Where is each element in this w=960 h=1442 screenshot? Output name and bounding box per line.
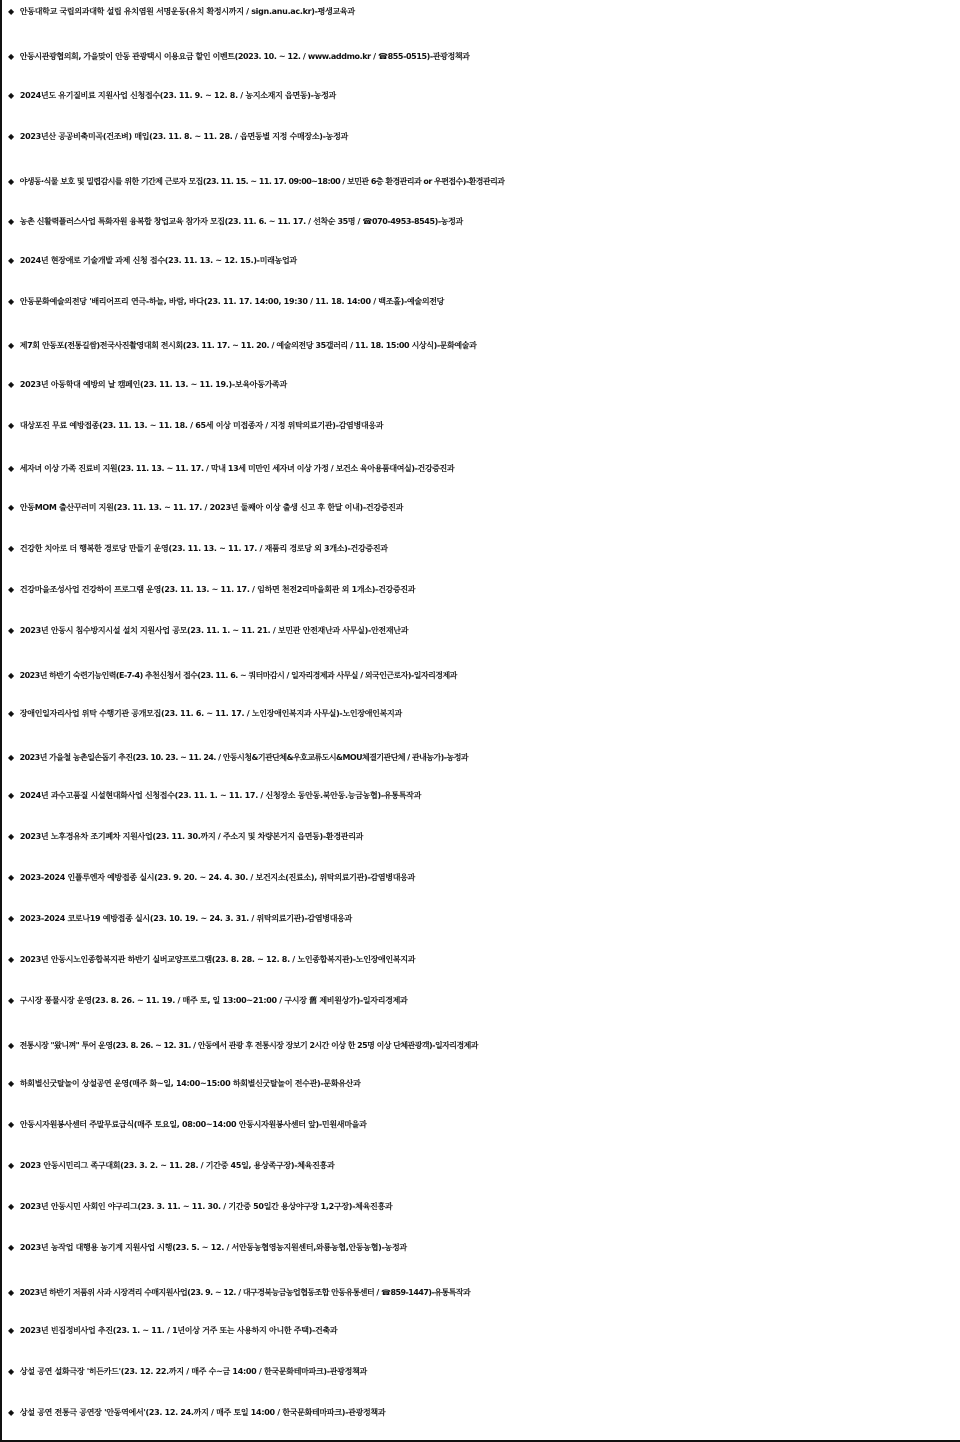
list-item: [8, 1120, 960, 1130]
list-item: [8, 671, 960, 681]
list-item: [8, 177, 960, 187]
list-item-text: 안동문화예술의전당 '배리어프리 연극-하늘, 바람, 바다(23. 11. 17. 14:00, 19:30 / 11. 18. 14:00 / 백조홀)-예술의전당: [19, 297, 445, 306]
list-item: [8, 91, 960, 101]
list-item-text: 대상포진 무료 예방접종(23. 11. 13. ~ 11. 18. / 65세 이상 미접종자 / 지정 위탁의료기관)-감염병대응과: [19, 421, 384, 430]
list-item-text: 2023년 가을철 농촌일손돕기 추진(23. 10. 23. ~ 11. 24. / 안동시청&기관단체&우호교류도시&MOU체결기관단체 / 관내농가)-농정과: [19, 753, 469, 762]
diamond-bullet-icon: ◆: [8, 217, 14, 226]
list-item-text: 안동시관광협의회, 가을맞이 안동 관광택시 이용요금 할인 이벤트(2023. 10. ~ 12. / www.addmo.kr / ☎855-0515)-관광정책과: [19, 52, 470, 61]
list-item: [8, 217, 960, 227]
list-item-text: 2023 안동시민리그 족구대회(23. 3. 2. ~ 11. 28. / 기간중 45일, 용상족구장)-체육진흥과: [19, 1161, 335, 1170]
diamond-bullet-icon: ◆: [8, 1120, 14, 1129]
diamond-bullet-icon: ◆: [8, 585, 14, 594]
list-item-text: 2023년산 공공비축미곡(건조벼) 매입(23. 11. 8. ~ 11. 28. / 읍면동별 지정 수매장소)-농정과: [19, 132, 348, 141]
list-item: [8, 585, 960, 595]
diamond-bullet-icon: ◆: [8, 464, 14, 473]
list-item-text: 2023년 빈집정비사업 추진(23. 1. ~ 11. / 1년이상 거주 또는 사용하지 아니한 주택)-건축과: [19, 1326, 338, 1335]
list-item: [8, 464, 960, 474]
list-item-text: 구시장 풍물시장 운영(23. 8. 26. ~ 11. 19. / 매주 토, 일 13:00~21:00 / 구시장 舊 제비원상가)-일자리경제과: [19, 996, 408, 1005]
list-item: [8, 1202, 960, 1212]
diamond-bullet-icon: ◆: [8, 753, 14, 762]
diamond-bullet-icon: ◆: [8, 503, 14, 512]
list-item: [8, 132, 960, 142]
list-item: [8, 1041, 960, 1051]
list-item-text: 2023년 하반기 숙련기능인력(E-7-4) 추천신청서 접수(23. 11. 6. ~ 쿼터마감시 / 일자리경제과 사무실 / 외국인근로자)-일자리경제과: [19, 671, 457, 680]
list-item-text: 안동대학교 국립의과대학 설립 유치염원 서명운동(유치 확정시까지 / sign.anu.ac.kr)-평생교육과: [19, 7, 355, 16]
diamond-bullet-icon: ◆: [8, 1408, 14, 1417]
list-item: [8, 297, 960, 307]
list-item-text: 안동시자원봉사센터 주말무료급식(매주 토요일, 08:00~14:00 안동시자원봉사센터 앞)-민원새마을과: [19, 1120, 367, 1129]
list-item: [8, 1326, 960, 1336]
diamond-bullet-icon: ◆: [8, 1367, 14, 1376]
list-item-text: 2024년 현장애로 기술개발 과제 신청 접수(23. 11. 13. ~ 12. 15.)-미래농업과: [19, 256, 297, 265]
list-item-text: 2023년 하반기 저품위 사과 시장격리 수매지원사업(23. 9. ~ 12. / 대구경북능금농업협동조합 안동유통센터 / ☎859-1447)-유통특작과: [19, 1288, 471, 1297]
diamond-bullet-icon: ◆: [8, 421, 14, 430]
list-item-text: 2024년도 유기질비료 지원사업 신청접수(23. 11. 9. ~ 12. 8. / 농지소재지 읍면동)-농정과: [19, 91, 336, 100]
diamond-bullet-icon: ◆: [8, 7, 14, 16]
list-item: [8, 341, 960, 351]
diamond-bullet-icon: ◆: [8, 91, 14, 100]
list-item: [8, 955, 960, 965]
diamond-bullet-icon: ◆: [8, 132, 14, 141]
list-item-text: 장애인일자리사업 위탁 수행기관 공개모집(23. 11. 6. ~ 11. 17. / 노인장애인복지과 사무실)-노인장애인복지과: [19, 709, 402, 718]
diamond-bullet-icon: ◆: [8, 832, 14, 841]
list-item: [8, 753, 960, 763]
diamond-bullet-icon: ◆: [8, 1079, 14, 1088]
list-item: [8, 421, 960, 431]
diamond-bullet-icon: ◆: [8, 297, 14, 306]
list-item-text: 상설 공연 설화극장 '히든카드'(23. 12. 22.까지 / 매주 수~금 14:00 / 한국문화테마파크)-관광정책과: [19, 1367, 367, 1376]
list-item-text: 2023년 안동시민 사회인 야구리그(23. 3. 11. ~ 11. 30. / 기간중 50일간 용상야구장 1,2구장)-체육진흥과: [19, 1202, 393, 1211]
list-item-text: 2023-2024 코로나19 예방접종 실시(23. 10. 19. ~ 24. 3. 31. / 위탁의료기관)-감염병대응과: [19, 914, 352, 923]
list-item-text: 2023년 농작업 대행용 농기계 지원사업 시행(23. 5. ~ 12. / 서안동농협영농지원센터,와룡농협,안동농협)-농정과: [19, 1243, 407, 1252]
list-item-text: 하회별신굿탈놀이 상설공연 운영(매주 화~일, 14:00~15:00 하회별신굿탈놀이 전수관)-문화유산과: [19, 1079, 361, 1088]
list-item: [8, 52, 960, 62]
list-item-text: 상설 공연 전통극 공연장 '안동역에서'(23. 12. 24.까지 / 매주 토일 14:00 / 한국문화테마파크)-관광정책과: [19, 1408, 386, 1417]
diamond-bullet-icon: ◆: [8, 1326, 14, 1335]
diamond-bullet-icon: ◆: [8, 914, 14, 923]
diamond-bullet-icon: ◆: [8, 1041, 14, 1050]
list-item: [8, 1408, 960, 1418]
list-item: [8, 380, 960, 390]
diamond-bullet-icon: ◆: [8, 380, 14, 389]
diamond-bullet-icon: ◆: [8, 544, 14, 553]
list-item-text: 2024년 과수고품질 시설현대화사업 신청접수(23. 11. 1. ~ 11. 17. / 신청장소 동안동.북안동.능금농협)-유통특작과: [19, 791, 421, 800]
list-item: [8, 1288, 960, 1298]
list-item: [8, 544, 960, 554]
diamond-bullet-icon: ◆: [8, 1288, 14, 1297]
diamond-bullet-icon: ◆: [8, 996, 14, 1005]
diamond-bullet-icon: ◆: [8, 626, 14, 635]
list-item: [8, 1243, 960, 1253]
list-item: [8, 709, 960, 719]
diamond-bullet-icon: ◆: [8, 791, 14, 800]
list-item-text: 야생동·식물 보호 및 밀렵감시를 위한 기간제 근로자 모집(23. 11. 15. ~ 11. 17. 09:00~18:00 / 보민관 6층 환경관리과 or 우편접수)-환경관리과: [19, 177, 505, 186]
diamond-bullet-icon: ◆: [8, 177, 14, 186]
list-item: [8, 873, 960, 883]
list-item: [8, 7, 960, 17]
list-item-text: 세자녀 이상 가족 진료비 지원(23. 11. 13. ~ 11. 17. / 막내 13세 미만인 세자녀 이상 가정 / 보건소 육아용품대여실)-건강증진과: [19, 464, 455, 473]
list-item: [8, 256, 960, 266]
list-item: [8, 996, 960, 1006]
list-item-text: 2023년 안동시 침수방지시설 설치 지원사업 공모(23. 11. 1. ~ 11. 21. / 보민관 안전재난과 사무실)-안전재난과: [19, 626, 409, 635]
list-item-text: 2023년 노후경유차 조기폐차 지원사업(23. 11. 30.까지 / 주소지 및 차량본거지 읍면동)-환경관리과: [19, 832, 364, 841]
list-item: [8, 914, 960, 924]
list-item: [8, 1367, 960, 1377]
list-item-text: 2023년 아동학대 예방의 날 캠페인(23. 11. 13. ~ 11. 19.)-보육아동가족과: [19, 380, 287, 389]
list-item-text: 농촌 신활력플러스사업 특화자원 융복합 창업교육 참가자 모집(23. 11. 6. ~ 11. 17. / 선착순 35명 / ☎070-4953-8545)-농정과: [19, 217, 463, 226]
list-item: [8, 626, 960, 636]
diamond-bullet-icon: ◆: [8, 709, 14, 718]
list-item: [8, 1161, 960, 1171]
diamond-bullet-icon: ◆: [8, 1161, 14, 1170]
list-item: [8, 791, 960, 801]
list-item-text: 2023-2024 인플루엔자 예방접종 실시(23. 9. 20. ~ 24. 4. 30. / 보건지소(진료소), 위탁의료기관)-감염병대응과: [19, 873, 415, 882]
diamond-bullet-icon: ◆: [8, 1202, 14, 1211]
diamond-bullet-icon: ◆: [8, 955, 14, 964]
list-item-text: 건강마을조성사업 건강하이 프로그램 운영(23. 11. 13. ~ 11. 17. / 임하면 천전2리마을회관 외 1개소)-건강증진과: [19, 585, 416, 594]
diamond-bullet-icon: ◆: [8, 341, 14, 350]
list-item-text: 안동MOM 출산꾸러미 지원(23. 11. 13. ~ 11. 17. / 2023년 둘째아 이상 출생 신고 후 한달 이내)-건강증진과: [19, 503, 404, 512]
diamond-bullet-icon: ◆: [8, 52, 14, 61]
list-item-text: 제7회 안동포(전통길쌈)전국사진촬영대회 전시회(23. 11. 17. ~ 11. 20. / 예술의전당 35갤러리 / 11. 18. 15:00 시상식)-문화예술과: [19, 341, 477, 350]
list-item-text: 건강한 치아로 더 행복한 경로당 만들기 운영(23. 11. 13. ~ 11. 17. / 재품리 경로당 외 3개소)-건강증진과: [19, 544, 388, 553]
diamond-bullet-icon: ◆: [8, 256, 14, 265]
list-item: [8, 832, 960, 842]
list-item: [8, 503, 960, 513]
list-item-text: 2023년 안동시노인종합복지관 하반기 실버교양프로그램(23. 8. 28. ~ 12. 8. / 노인종합복지관)-노인장애인복지과: [19, 955, 416, 964]
list-item-text: 전통시장 "왔니껴" 투어 운영(23. 8. 26. ~ 12. 31. / 안동에서 관광 후 전통시장 장보기 2시간 이상 한 25명 이상 단체관광객)-일자리경제과: [19, 1041, 478, 1050]
diamond-bullet-icon: ◆: [8, 1243, 14, 1252]
list-item: [8, 1079, 960, 1089]
diamond-bullet-icon: ◆: [8, 671, 14, 680]
diamond-bullet-icon: ◆: [8, 873, 14, 882]
